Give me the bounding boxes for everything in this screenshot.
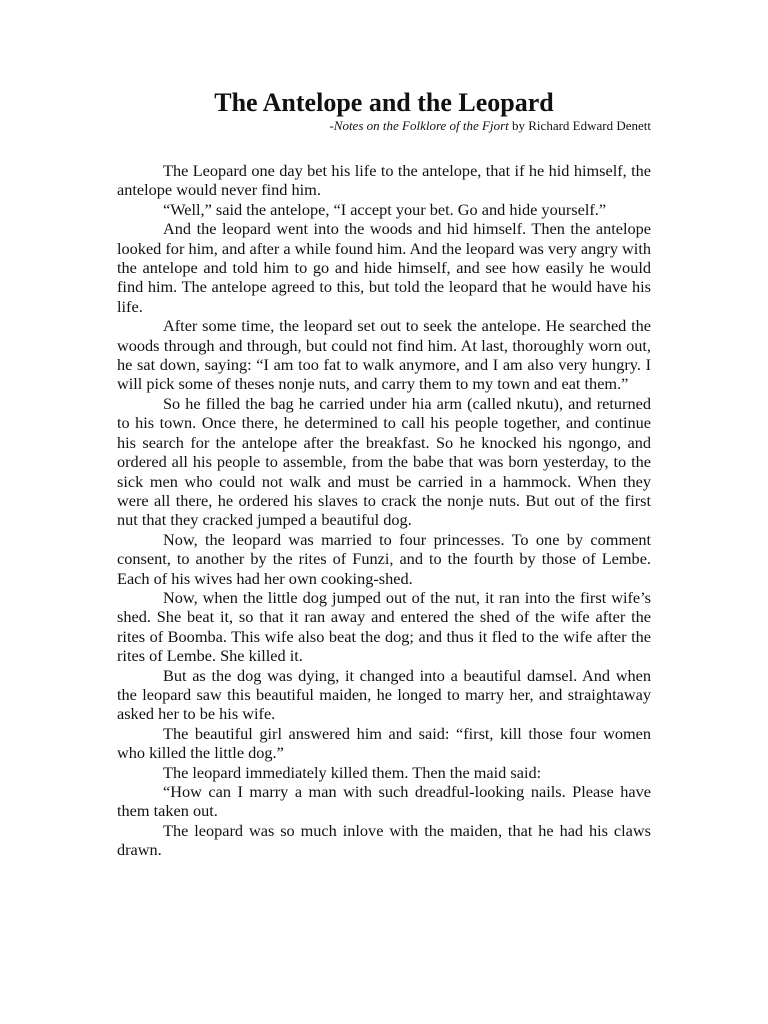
paragraph: So he filled the bag he carried under hia arm (called nkutu), and returned to his town. Once there, he determined to call his people together, and continue his search for the antelope after the breakfast. So he knocked his ngongo, and ordered all his people to assemble, from the babe that was born yesterday, to the sick men who could not walk and must be carried in a hammock. When they were all there, he ordered his slaves to crack the nonje nuts. But out of the first nut that they cracked jumped a beautiful dog. <box>117 393 651 530</box>
paragraph: The leopard immediately killed them. Then the maid said: <box>163 762 542 782</box>
paragraph: The beautiful girl answered him and said: “first, kill those four women who killed the little dog.” <box>117 723 651 763</box>
paragraph: “Well,” said the antelope, “I accept your bet. Go and hide yourself.” <box>163 199 607 219</box>
paragraph: The Leopard one day bet his life to the antelope, that if he hid himself, the antelope would never find him. <box>117 161 651 200</box>
paragraph: After some time, the leopard set out to seek the antelope. He searched the woods through and through, but could not find him. At last, thoroughly worn out, he sat down, saying: “I am too fat to walk anymore, and I am also very hungry. I will pick some of theses nonje nuts, and carry them to my town and eat them.” <box>117 316 651 394</box>
document-title: The Antelope and the Leopard <box>214 88 554 117</box>
byline <box>329 118 651 134</box>
paragraph: The leopard was so much inlove with the maiden, that he had his claws drawn. <box>117 820 651 860</box>
paragraph: But as the dog was dying, it changed into a beautiful damsel. And when the leopard saw this beautiful maiden, he longed to marry her, and straightaway asked her to be his wife. <box>117 665 651 724</box>
paragraph: And the leopard went into the woods and hid himself. Then the antelope looked for him, and after a while found him. And the leopard was very angry with the antelope and told him to go and hide himself, and see how easily he would find him. The antelope agreed to this, but told the leopard that he would have his life. <box>117 219 651 316</box>
paragraph: Now, when the little dog jumped out of the nut, it ran into the first wife’s shed. She beat it, so that it ran away and entered the shed of the wife after the rites of Boomba. This wife also beat the dog; and thus it fled to the wife after the rites of Lembe. She killed it. <box>117 587 651 666</box>
story-body <box>117 161 651 860</box>
byline-source: -Notes on the Folklore of the Fjort <box>329 118 509 133</box>
paragraph: “How can I marry a man with such dreadful-looking nails. Please have them taken out. <box>117 782 651 821</box>
paragraph: Now, the leopard was married to four princesses. To one by comment consent, to another by the rites of Funzi, and to the fourth by those of Lembe. Each of his wives had her own cooking-shed. <box>117 529 651 588</box>
byline-author: by Richard Edward Denett <box>508 118 651 133</box>
